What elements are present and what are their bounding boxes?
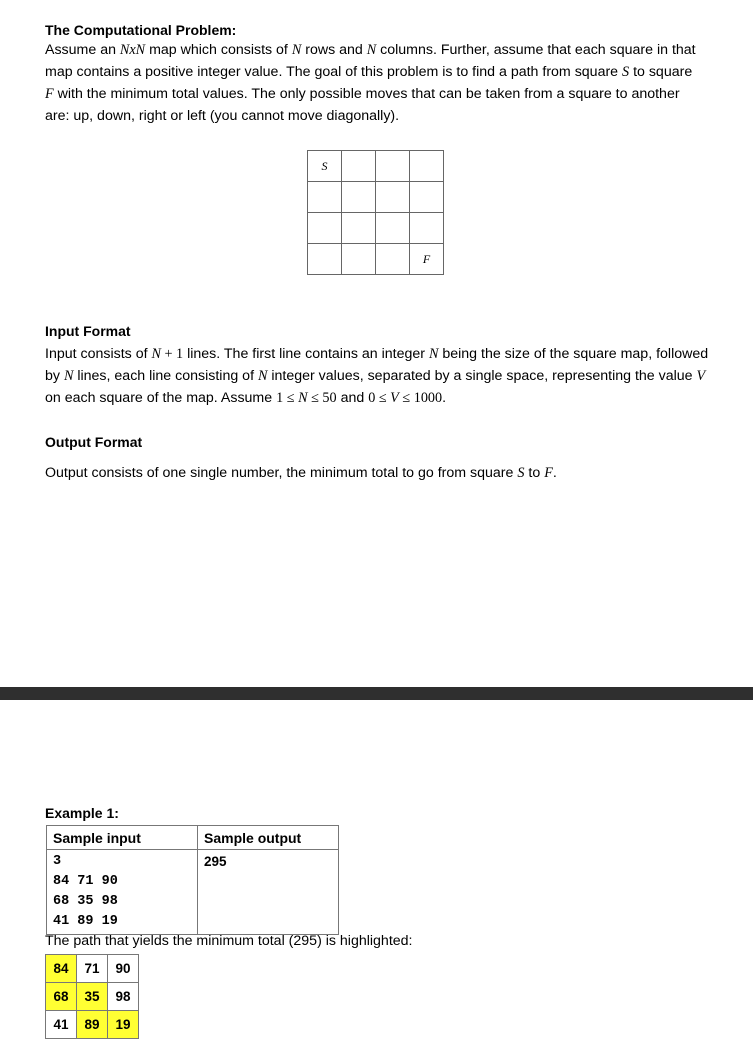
sample-input-line: 3 — [53, 854, 62, 869]
map-cell: S — [308, 151, 342, 182]
map-cell — [308, 244, 342, 275]
path-caption: The path that yields the minimum total (295) is highlighted: — [45, 933, 413, 949]
map-cell — [342, 182, 376, 213]
path-row — [46, 955, 139, 983]
problem-line-2: map contains a positive integer value. The goal of this problem is to find a path from square S to square — [45, 64, 693, 80]
path-cell: 90 — [108, 955, 139, 983]
map-row — [308, 182, 444, 213]
map-cell — [308, 182, 342, 213]
output-format-paragraph: Output consists of one single number, the minimum total to go from square S to F. — [45, 465, 557, 481]
sample-input-cell — [47, 850, 198, 935]
path-row — [46, 1011, 139, 1039]
output-format-heading: Output Format — [45, 434, 143, 450]
path-cell: 98 — [108, 983, 139, 1011]
map-cell: F — [410, 244, 444, 275]
map-cell — [376, 213, 410, 244]
problem-line-3: F with the minimum total values. The only possible moves that can be taken from a square to another — [45, 86, 680, 102]
map-cell — [342, 151, 376, 182]
example-heading: Example 1: — [45, 805, 119, 821]
map-cell — [342, 213, 376, 244]
sample-input-line: 84 71 90 — [53, 874, 118, 889]
input-format-paragraph — [45, 343, 717, 409]
highlighted-path-grid — [45, 954, 139, 1039]
path-row — [46, 983, 139, 1011]
map-cell — [342, 244, 376, 275]
page-divider — [0, 687, 753, 700]
map-row — [308, 213, 444, 244]
map-cell — [410, 182, 444, 213]
sample-input-header: Sample input — [47, 826, 198, 850]
map-cell — [410, 213, 444, 244]
sample-output-cell — [198, 850, 339, 935]
path-cell-highlighted: 35 — [77, 983, 108, 1011]
map-cell — [308, 213, 342, 244]
input-line-3: on each square of the map. Assume 1 ≤ N ≤ 50 and 0 ≤ V ≤ 1000. — [45, 390, 447, 406]
path-cell-highlighted: 84 — [46, 955, 77, 983]
path-cell: 41 — [46, 1011, 77, 1039]
path-cell-highlighted: 19 — [108, 1011, 139, 1039]
map-cell — [376, 182, 410, 213]
sample-output-header: Sample output — [198, 826, 339, 850]
input-line-2: by N lines, each line consisting of N integer values, separated by a single space, representing the value V — [45, 368, 706, 384]
path-cell: 71 — [77, 955, 108, 983]
input-format-heading: Input Format — [45, 323, 131, 339]
map-row — [308, 151, 444, 182]
problem-line-4: are: up, down, right or left (you cannot move diagonally). — [45, 108, 400, 124]
sample-input-line: 68 35 98 — [53, 894, 118, 909]
map-cell — [376, 151, 410, 182]
sample-io-table — [46, 825, 339, 935]
map-row — [308, 244, 444, 275]
problem-heading: The Computational Problem: — [45, 22, 237, 38]
path-cell-highlighted: 68 — [46, 983, 77, 1011]
map-cell — [410, 151, 444, 182]
sample-output-value: 295 — [204, 854, 227, 869]
problem-paragraph — [45, 39, 717, 127]
input-line-1: Input consists of N + 1 lines. The first line contains an integer N being the size of the square map, followed — [45, 346, 709, 362]
map-diagram — [307, 150, 444, 275]
path-cell-highlighted: 89 — [77, 1011, 108, 1039]
sample-input-line: 41 89 19 — [53, 914, 118, 929]
map-cell — [376, 244, 410, 275]
problem-line-1: Assume an NxN map which consists of N rows and N columns. Further, assume that each square in that — [45, 42, 696, 58]
